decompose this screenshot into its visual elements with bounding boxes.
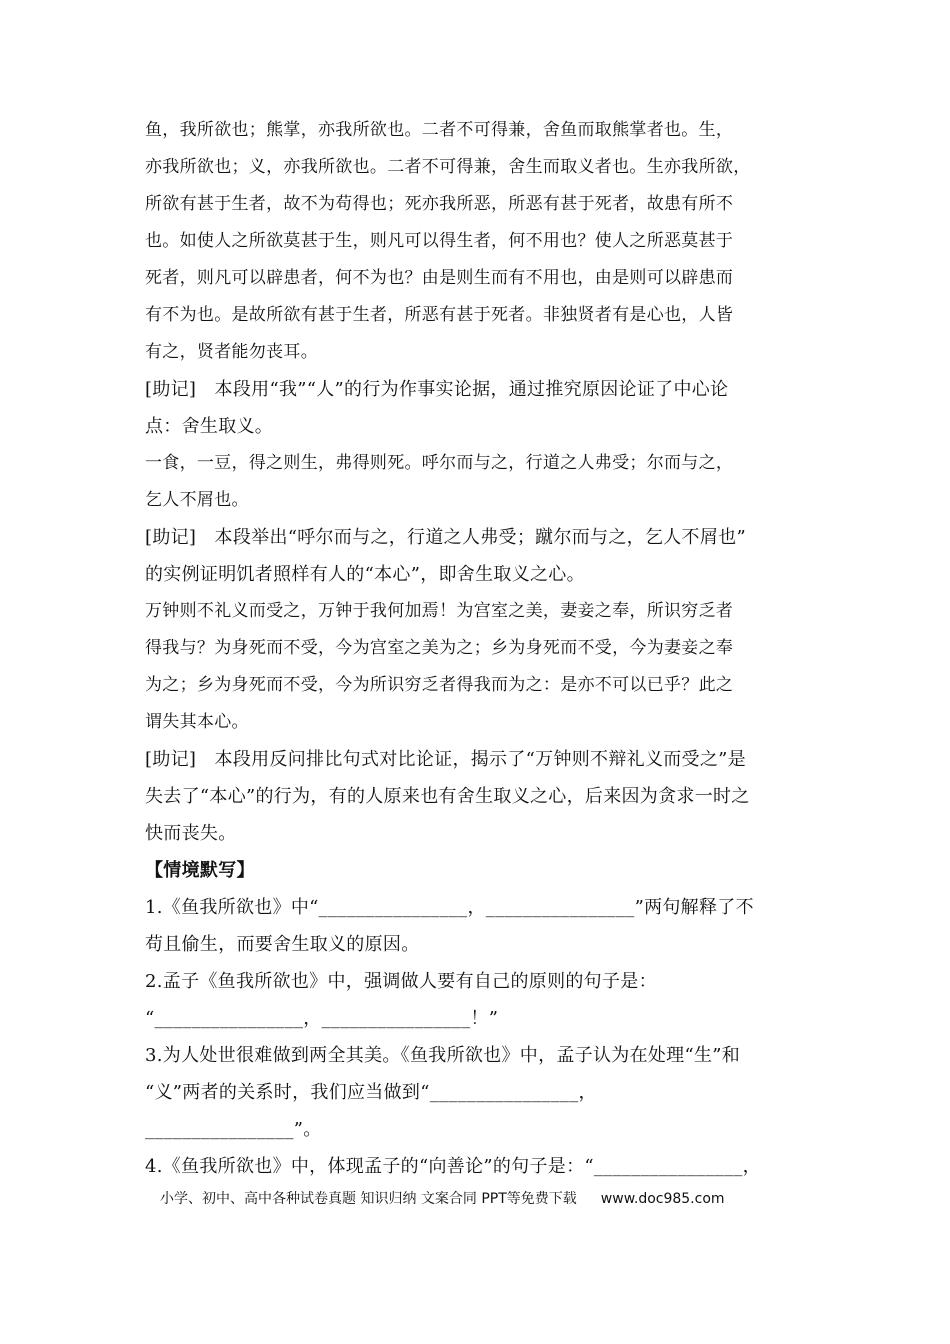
document-page: [145, 112, 810, 1185]
text-line: 死者，则凡可以辟患者，何不为也？由是则生而有不用也，由是则可以辟患而: [145, 268, 734, 288]
text-line: 得我与？为身死而不受，今为宫室之美为之；乡为身死而不受，今为妻妾之奉: [145, 638, 734, 658]
text-line: 3.为人处世很难做到两全其美。《鱼我所欲也》中，孟子认为在处理“生”和: [145, 1045, 741, 1066]
text-line: 亦我所欲也；义，亦我所欲也。二者不可得兼，舍生而取义者也。生亦我所欲，: [145, 157, 751, 177]
memory-note-1: [145, 371, 810, 445]
text-line: 点：舍生取义。: [145, 416, 274, 437]
text-line: 2.孟子《鱼我所欲也》中，强调做人要有自己的原则的句子是：: [145, 971, 657, 992]
text-line: 鱼，我所欲也；熊掌，亦我所欲也。二者不可得兼，舍鱼而取熊掌者也。生，: [145, 120, 734, 140]
text-line: “义”两者的关系时，我们应当做到“________________，: [145, 1082, 597, 1103]
footer-site-link[interactable]: www.doc985.com: [600, 1191, 725, 1207]
text-line: 的实例证明饥者照样有人的“本心”，即舍生取义之心。: [145, 564, 585, 585]
section-heading: 【情境默写】: [145, 860, 255, 881]
passage-paragraph-2: [145, 445, 810, 519]
footer-text: 小学、初中、高中各种试卷真题 知识归纳 文案合同 PPT等免费下载: [160, 1191, 577, 1207]
question-1: [145, 889, 810, 963]
passage-paragraph-3: [145, 593, 810, 741]
text-line: 谓失其本心。: [145, 712, 249, 732]
text-line: 所欲有甚于生者，故不为苟得也；死亦我所恶，所恶有甚于死者，故患有所不: [145, 194, 734, 214]
text-line: “________________，________________！”: [145, 1008, 499, 1029]
text-line: 4.《鱼我所欲也》中，体现孟子的“向善论”的句子是：“________________，: [145, 1156, 761, 1177]
text-line: [助记] 本段举出“呼尔而与之，行道之人弗受；蹴尔而与之，乞人不屑也”: [145, 527, 746, 548]
text-line: 苟且偷生，而要舍生取义的原因。: [145, 934, 420, 955]
memory-note-2: [145, 519, 810, 593]
text-line: 也。如使人之所欲莫甚于生，则凡可以得生者，何不用也？使人之所恶莫甚于: [145, 231, 734, 251]
text-line: 有不为也。是故所欲有甚于生者，所恶有甚于死者。非独贤者有是心也，人皆: [145, 305, 734, 325]
text-line: [助记] 本段用“我”“人”的行为作事实论据，通过推究原因论证了中心论: [145, 379, 729, 400]
question-3: [145, 1037, 810, 1148]
text-line: 为之；乡为身死而不受，今为所识穷乏者得我而为之：是亦不可以已乎？此之: [145, 675, 734, 695]
question-4: [145, 1148, 810, 1185]
text-line: 乞人不屑也。: [145, 490, 249, 510]
text-line: [助记] 本段用反问排比句式对比论证，揭示了“万钟则不辩礼义而受之”是: [145, 749, 746, 770]
text-line: 有之，贤者能勿丧耳。: [145, 342, 318, 362]
text-line: 1.《鱼我所欲也》中“________________，________________”两句解释了不: [145, 897, 754, 918]
page-footer: [160, 1188, 725, 1210]
passage-paragraph-1: [145, 112, 810, 371]
question-2: [145, 963, 810, 1037]
text-line: 快而丧失。: [145, 823, 237, 844]
text-line: 万钟则不礼义而受之，万钟于我何加焉！为宫室之美，妻妾之奉，所识穷乏者: [145, 601, 734, 621]
text-line: 失去了“本心”的行为，有的人原来也有舍生取义之心，后来因为贪求一时之: [145, 786, 750, 807]
text-line: ________________”。: [145, 1119, 322, 1140]
text-line: 一食，一豆，得之则生，弗得则死。呼尔而与之，行道之人弗受；尔而与之，: [145, 453, 734, 473]
memory-note-3: [145, 741, 810, 852]
